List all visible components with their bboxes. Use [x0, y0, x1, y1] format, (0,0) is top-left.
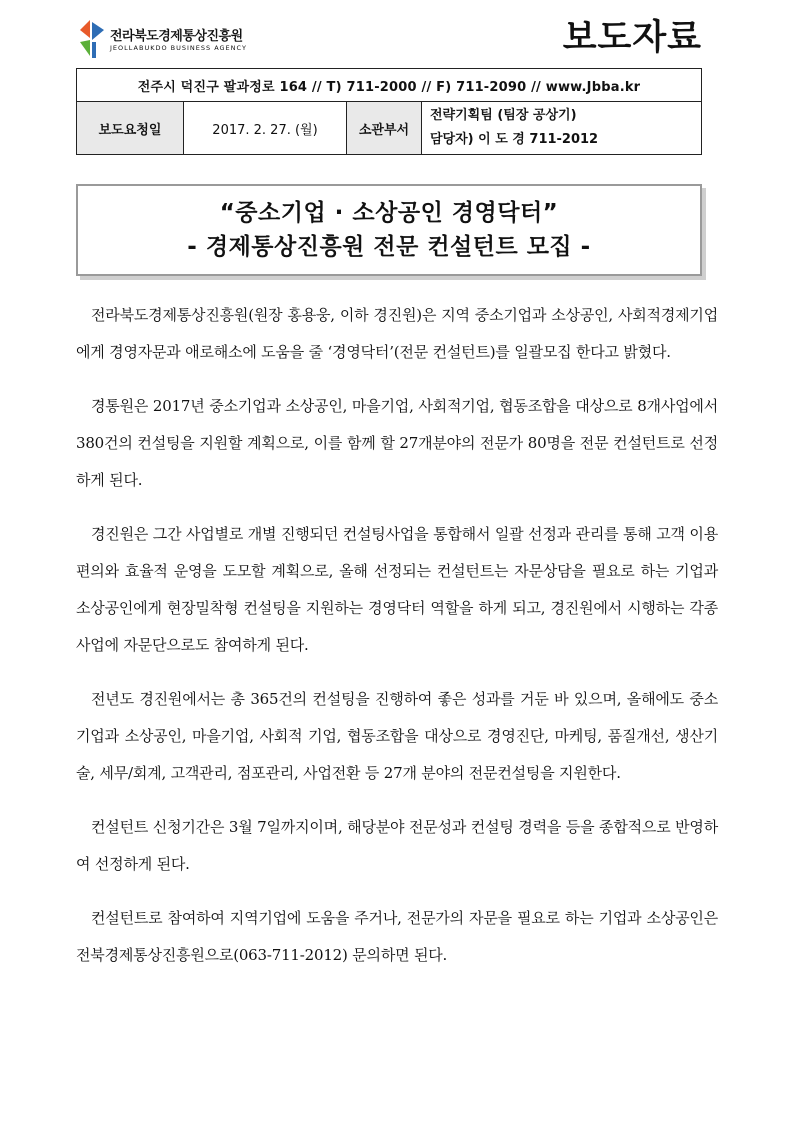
headline-box — [76, 184, 702, 276]
headline-main: “중소기업 · 소상공인 경영닥터” — [219, 200, 559, 226]
department-contact: 담당자) 이 도 경 711-2012 — [430, 132, 599, 147]
org-logo-mark-icon — [76, 16, 106, 62]
address-text: 전주시 덕진구 팔과정로 164 // T) 711-2000 // F) 711-2090 // www.Jbba.kr — [77, 69, 702, 102]
department-label: 소관부서 — [347, 102, 422, 155]
press-info-table — [76, 68, 702, 155]
address-row — [77, 69, 702, 102]
document-type-title: 보도자료 — [562, 18, 702, 58]
article-paragraph: 전년도 경진원에서는 총 365건의 컨설팅을 진행하여 좋은 성과를 거둔 바 있으며, 올해에도 중소기업과 소상공인, 마을기업, 사회적 기업, 협동조합을 대상으로 경영진단, 마케팅, 품질개선, 생산기술, 세무/회계, 고객관리, 점포관리, 사업전환 등 27개 분야의 전문컨설팅을 지원한다. — [76, 690, 718, 782]
article-paragraph: 경진원은 그간 사업별로 개별 진행되던 컨설팅사업을 통합해서 일괄 선정과 관리를 통해 고객 이용편의와 효율적 운영을 도모할 계획으로, 올해 선정되는 컨설턴트는 자문상담을 필요로 하는 기업과 소상공인에게 현장밀착형 컨설팅을 지원하는 경영닥터 역할을 하게 되고, 경진원에서 시행하는 각종 사업에 자문단으로도 참여하게 된다. — [76, 525, 718, 654]
request-date-value: 2017. 2. 27. (월) — [184, 102, 347, 155]
org-logo — [76, 16, 276, 62]
article-body — [76, 297, 718, 991]
headline-sub: - 경제통상진흥원 전문 컨설턴트 모집 - — [187, 234, 591, 260]
article-paragraph: 컨설턴트 신청기간은 3월 7일까지이며, 해당분야 전문성과 컨설팅 경력을 등을 종합적으로 반영하여 선정하게 된다. — [76, 818, 718, 873]
request-info-row — [77, 102, 702, 155]
request-date-label: 보도요청일 — [77, 102, 184, 155]
article-paragraph: 경통원은 2017년 중소기업과 소상공인, 마을기업, 사회적기업, 협동조합을 대상으로 8개사업에서 380건의 컨설팅을 지원할 계획으로, 이를 함께 할 27개분야의 전문가 80명을 전문 컨설턴트로 선정하게 된다. — [76, 397, 718, 489]
department-team: 전략기획팀 (팀장 공상기) — [430, 108, 577, 123]
article-paragraph: 전라북도경제통상진흥원(원장 홍용웅, 이하 경진원)은 지역 중소기업과 소상공인, 사회적경제기업에게 경영자문과 애로해소에 도움을 줄 ‘경영닥터’(전문 컨설턴트)를 일괄모집 한다고 밝혔다. — [76, 306, 718, 361]
org-name: 전라북도경제통상진흥원 — [110, 29, 243, 44]
article-paragraph: 컨설턴트로 참여하여 지역기업에 도움을 주거나, 전문가의 자문을 필요로 하는 기업과 소상공인은 전북경제통상진흥원으로(063-711-2012) 문의하면 된다. — [76, 909, 718, 964]
org-name-english: JEOLLABUKDO BUSINESS AGENCY — [110, 44, 247, 52]
department-info — [422, 102, 702, 155]
